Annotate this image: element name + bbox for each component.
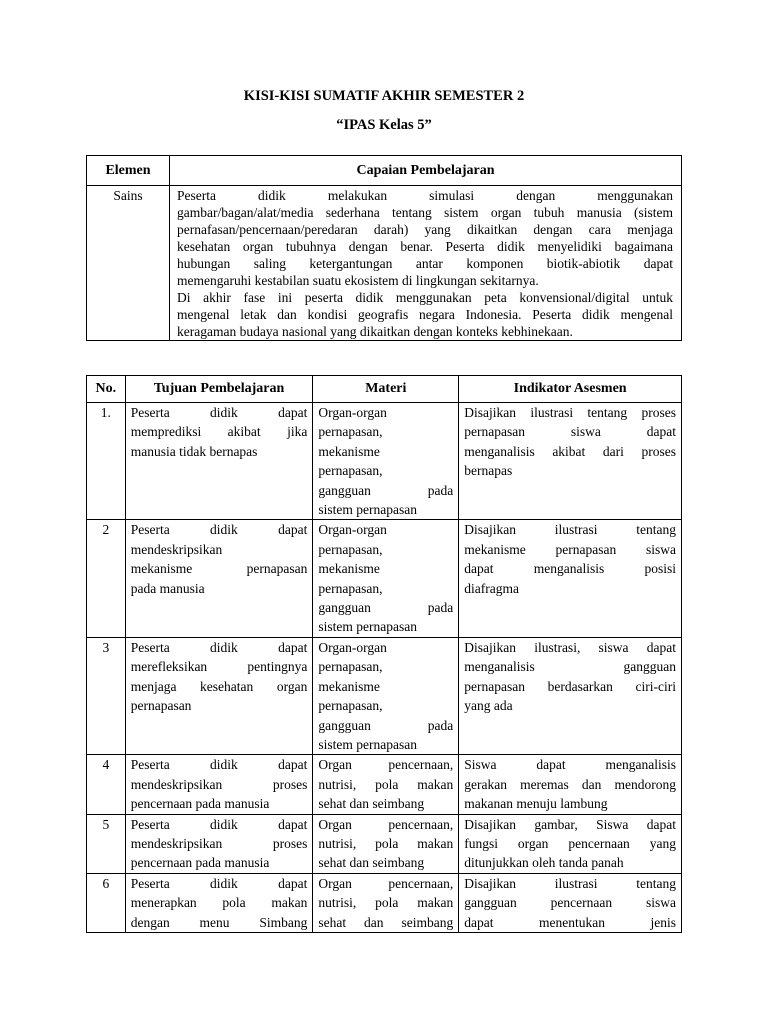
text-line: menganalisis akibat dari proses	[464, 443, 676, 459]
text-line: pada manusia	[130, 580, 205, 596]
indikator-cell	[459, 755, 682, 814]
text-line: Disajikan ilustrasi tentang proses	[464, 405, 676, 420]
text-line: Organ-organ	[318, 522, 387, 538]
text-line: manusia tidak bernapas	[130, 443, 258, 459]
text-line: Di akhir fase ini peserta didik menggunakan peta konvensional/digital untuk	[177, 290, 673, 305]
header-elemen: Elemen	[87, 156, 170, 186]
text-line: bernapas	[464, 463, 513, 479]
text-line: nutrisi, pola makan	[318, 776, 454, 792]
text-line: pernapasan siswa dapat	[464, 424, 676, 440]
table-row	[87, 814, 682, 873]
row-number: 6	[87, 873, 126, 932]
text-line: Peserta didik dapat	[130, 522, 308, 538]
header-capaian: Capaian Pembelajaran	[170, 156, 682, 186]
text-line: Peserta didik dapat	[130, 639, 308, 655]
text-line: dapat menentukan jenis	[464, 914, 676, 930]
text-line: ditunjukkan oleh tanda panah	[464, 855, 624, 871]
text-line: merefleksikan pentingnya	[130, 659, 308, 675]
capaian-table	[86, 155, 682, 341]
tujuan-cell	[125, 755, 313, 814]
text-line: dengan menu Simbang	[130, 914, 308, 930]
row-number: 5	[87, 814, 126, 873]
text-line: mendeskripsikan proses	[130, 776, 308, 792]
text-line: sehat dan seimbang	[318, 796, 425, 812]
text-line: pernapasan	[130, 698, 192, 714]
table-row	[87, 520, 682, 637]
capaian-header-row	[87, 156, 682, 186]
row-number: 2	[87, 520, 126, 637]
text-line: Disajikan ilustrasi, siswa dapat	[464, 639, 676, 655]
text-line: makanan menuju lambung	[464, 796, 608, 812]
text-line: fungsi organ pencernaan yang	[464, 835, 676, 851]
text-line: Organ-organ	[318, 639, 387, 655]
text-line: Organ pencernaan,	[318, 816, 454, 832]
materi-cell	[313, 873, 459, 932]
header-no: No.	[87, 376, 126, 403]
table-row	[87, 637, 682, 754]
indikator-cell	[459, 873, 682, 932]
text-line: gangguan pada	[318, 717, 454, 733]
text-line: Organ-organ	[318, 405, 387, 420]
indikator-cell	[459, 637, 682, 754]
text-line: mekanisme pernapasan siswa	[464, 541, 676, 557]
tujuan-cell	[125, 637, 313, 754]
header-materi: Materi	[313, 376, 459, 403]
text-line: menjaga kesehatan organ	[130, 678, 308, 694]
text-line: Peserta didik dapat	[130, 405, 308, 420]
text-line: sistem pernapasan	[318, 736, 417, 752]
materi-cell	[313, 755, 459, 814]
text-line: Disajikan ilustrasi tentang	[464, 522, 676, 538]
table-row	[87, 755, 682, 814]
text-line: gangguan pada	[318, 600, 454, 616]
materi-cell	[313, 814, 459, 873]
text-line: Organ pencernaan,	[318, 757, 454, 773]
text-line: mekanisme pernapasan	[130, 561, 308, 577]
text-line: Peserta didik dapat	[130, 816, 308, 832]
text-line: sehat dan seimbang	[318, 855, 425, 871]
text-line: Siswa dapat menganalisis	[464, 757, 676, 773]
text-line: pernapasan,	[318, 659, 383, 675]
text-line: pencernaan pada manusia	[130, 796, 270, 812]
text-line: pernapasan berdasarkan ciri-ciri	[464, 678, 676, 694]
text-line: sistem pernapasan	[318, 502, 417, 518]
text-line: yang ada	[464, 698, 513, 714]
row-number: 3	[87, 637, 126, 754]
indikator-cell	[459, 520, 682, 637]
text-line: Peserta didik melakukan simulasi dengan menggunakan	[177, 188, 673, 203]
materi-cell	[313, 520, 459, 637]
indikator-cell	[459, 403, 682, 520]
row-number: 4	[87, 755, 126, 814]
capaian-row	[87, 186, 682, 341]
text-line: mekanisme	[318, 561, 380, 577]
text-line: Disajikan ilustrasi tentang	[464, 875, 676, 891]
text-line: gambar/bagan/alat/media sederhana tentang sistem organ tubuh manusia (sistem	[177, 205, 673, 220]
text-line: hubungan saling ketergantungan antar komponen biotik-abiotik dapat	[177, 256, 673, 271]
table-row	[87, 873, 682, 932]
text-line: pernapasan,	[318, 580, 383, 596]
text-line: nutrisi, pola makan	[318, 895, 454, 911]
indikator-cell	[459, 814, 682, 873]
row-number: 1.	[87, 403, 126, 520]
text-line: Disajikan gambar, Siswa dapat	[464, 816, 676, 832]
text-line: gerakan meremas dan mendorong	[464, 776, 676, 792]
text-line: kesehatan organ tubuhnya dengan benar. Peserta didik menyelidiki bagaimana	[177, 239, 673, 254]
text-line: mekanisme	[318, 443, 380, 459]
text-line: nutrisi, pola makan	[318, 835, 454, 851]
text-line: diafragma	[464, 580, 519, 596]
tujuan-cell	[125, 520, 313, 637]
text-line: pernapasan,	[318, 463, 383, 479]
text-line: memprediksi akibat jika	[130, 424, 308, 440]
text-line: Organ pencernaan,	[318, 875, 454, 891]
text-line: mendeskripsikan	[130, 541, 223, 557]
elemen-cell: Sains	[87, 186, 170, 341]
document-subtitle: “IPAS Kelas 5”	[336, 117, 432, 133]
tujuan-cell	[125, 403, 313, 520]
text-line: pernapasan,	[318, 541, 383, 557]
header-tujuan: Tujuan Pembelajaran	[125, 376, 313, 403]
text-line: mendeskripsikan proses	[130, 835, 308, 851]
text-line: menerapkan pola makan	[130, 895, 308, 911]
tujuan-table	[86, 375, 682, 933]
text-line: pernafasan/pencernaan/peredaran darah) yang dikaitkan dengan cara menjaga	[177, 222, 673, 237]
text-line: sehat dan seimbang	[318, 914, 454, 930]
text-line: gangguan pencernaan siswa	[464, 895, 676, 911]
materi-cell	[313, 403, 459, 520]
text-line: dapat menganalisis posisi	[464, 561, 676, 577]
tujuan-cell	[125, 814, 313, 873]
text-line: pencernaan pada manusia	[130, 855, 270, 871]
text-line: sistem pernapasan	[318, 619, 417, 635]
text-line: Peserta didik dapat	[130, 875, 308, 891]
text-line: mengenal letak dan kondisi geografis negara Indonesia. Peserta didik mengenal	[177, 307, 673, 322]
tujuan-cell	[125, 873, 313, 932]
text-line: memengaruhi kestabilan suatu ekosistem di lingkungan sekitarnya.	[177, 273, 539, 288]
document-title: KISI-KISI SUMATIF AKHIR SEMESTER 2	[243, 88, 525, 104]
text-line: keragaman budaya nasional yang dikaitkan dengan konteks kebhinekaan.	[177, 324, 573, 339]
tujuan-header-row	[87, 376, 682, 403]
text-line: mekanisme	[318, 678, 380, 694]
text-line: menganalisis gangguan	[464, 659, 676, 675]
text-line: pernapasan,	[318, 424, 383, 440]
materi-cell	[313, 637, 459, 754]
text-line: gangguan pada	[318, 482, 454, 498]
text-line: Peserta didik dapat	[130, 757, 308, 773]
header-indikator: Indikator Asesmen	[459, 376, 682, 403]
text-line: pernapasan,	[318, 698, 383, 714]
capaian-text-cell	[170, 186, 682, 341]
table-row	[87, 403, 682, 520]
